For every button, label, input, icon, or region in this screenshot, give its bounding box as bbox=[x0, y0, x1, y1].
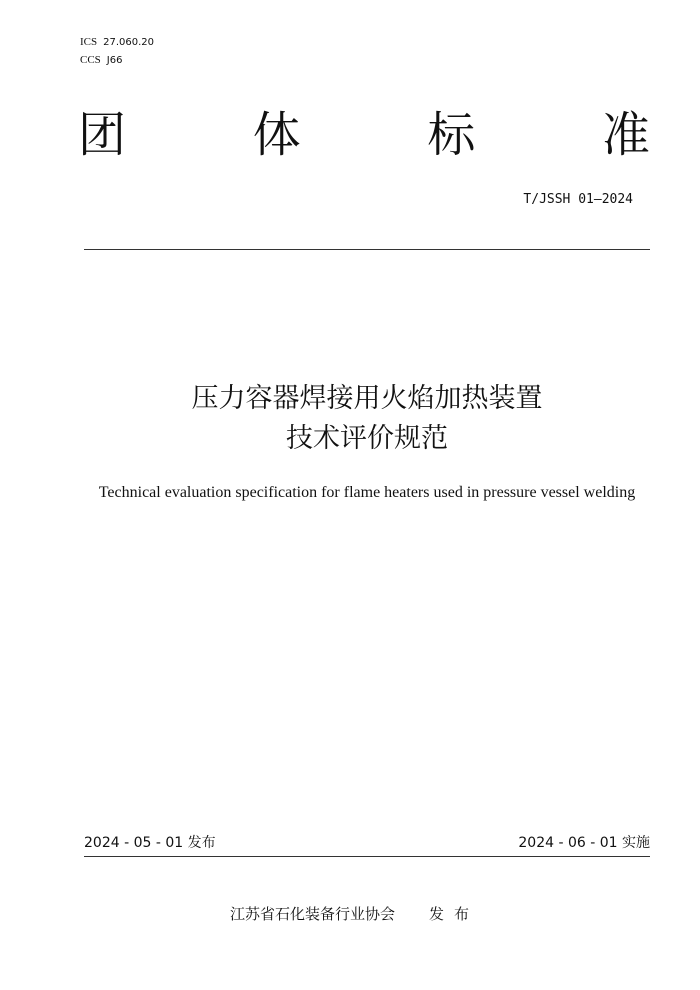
bottom-divider bbox=[84, 856, 650, 857]
document-type-char-4: 准 bbox=[601, 107, 650, 163]
ccs-code bbox=[80, 53, 122, 68]
ics-code bbox=[80, 35, 154, 50]
title-chinese-line-2: 技术评价规范 bbox=[286, 423, 448, 454]
ics-label: ICS bbox=[80, 36, 98, 48]
document-type-char-1: 团 bbox=[78, 107, 127, 163]
issuer-line bbox=[230, 903, 479, 925]
issuer-action: 发布 bbox=[429, 905, 480, 923]
ccs-label: CCS bbox=[80, 54, 101, 66]
ccs-value: J66 bbox=[106, 55, 123, 66]
document-type-char-3: 标 bbox=[427, 107, 476, 163]
issuer-organization: 江苏省石化装备行业协会 bbox=[230, 905, 396, 923]
publish-date: 2024 - 05 - 01 发布 bbox=[84, 835, 216, 851]
title-chinese-line-1: 压力容器焊接用火焰加热装置 bbox=[191, 383, 543, 414]
implementation-date: 2024 - 06 - 01 实施 bbox=[518, 835, 650, 851]
document-number: T/JSSH 01—2024 bbox=[523, 192, 633, 207]
title-english: Technical evaluation specification for flame heaters used in pressure vessel welding bbox=[98, 484, 636, 501]
top-divider bbox=[84, 249, 650, 250]
document-type-char-2: 体 bbox=[252, 107, 301, 163]
document-type-heading bbox=[78, 102, 650, 168]
ics-value: 27.060.20 bbox=[103, 37, 155, 48]
